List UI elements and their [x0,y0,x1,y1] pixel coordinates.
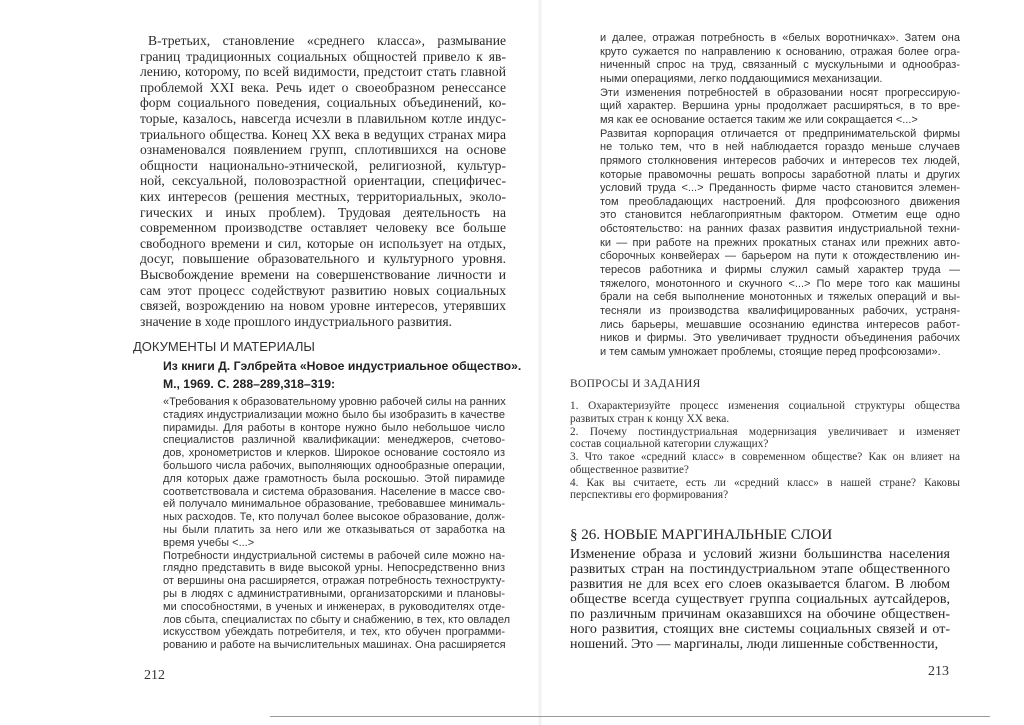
text-line: дов, хронометристов и клерков. Широкое основание состояло из [163,447,505,460]
text-line: современном производстве оставляет человеку все больше [140,220,506,236]
text-line: развитых стран на постиндустриальном этапе общественного [570,562,950,577]
text-line: по различным причинам оказавшихся на обочине обществен- [570,607,950,622]
text-line: ного развития, стоящих вне системы социальных связей и от- [570,622,950,637]
text-line: ной, сексуальной, половозрастной ориентации, специфичес- [140,173,506,189]
section-heading: § 26. НОВЫЕ МАРГИНАЛЬНЫЕ СЛОИ [570,527,833,543]
text-line: развитых стран к концу XX века. [570,412,730,425]
text-line: свободного времени и сил, которые он использует на отдых, [140,235,506,251]
text-line: ми способностями, в ученых и инженерах, в руководителях отде- [163,600,505,613]
text-line: М., 1969. С. 288–289,318–319: [163,376,336,391]
text-line: Изменение образа и условий жизни большинства населения [570,547,950,562]
text-line: искусством убеждать потребителя, и тех, кто обучен программи- [163,626,505,639]
text-line: триального общества. Конец XX века в ведущих странах мира [140,126,506,142]
text-line: том преобладающих настроений. Для профсоюзного движения [600,195,960,208]
text-line: торые, казалось, навсегда исчезли в плавильном котле индус- [140,111,506,126]
text-line: круто сужается по направлению к основанию, отражая более огра- [600,45,960,58]
text-line: 4. Как вы считаете, есть ли «средний класс» в нашей стране? Каковы [570,476,960,489]
text-line: развития не для всех его слоев оказывается благом. В любом [570,577,950,592]
text-line: обстоятельство: на ранних фазах развития индустриальной техни- [600,223,960,236]
page-number: 212 [144,668,165,683]
text-line: лись барьеры, мешавшие осознанию единства интересов работ- [600,318,960,331]
text-line: от вершины она расширяется, отражая потребность технострукту- [163,575,505,588]
text-line: досуг, повышение образовательного и культурного уровня. [140,251,506,267]
text-line: ей получало минимальное образование, требовавшее минималь- [163,498,505,511]
text-line: ких интересов (решения местных, территориальных, эколо- [140,189,506,204]
text-line: прямого столкновения интересов рабочих и интересов тех людей, [600,154,960,167]
text-line: гических и иных проблем). Трудовая деятельность на [140,204,506,220]
text-line: условий труда <...> Преданность фирме часто становится элемен- [600,182,960,195]
text-line: ны были платить за него или же отказываться от заработка на [163,524,505,536]
right-page [540,0,1024,725]
text-line: перспективы его формирования? [570,489,729,502]
text-line: 1. Охарактеризуйте процесс изменения социальной структуры общества [570,400,960,412]
text-line: это становится неблагоприятным фактором. Отметим еще одно [600,209,960,222]
text-line: тяжелого, монотонного и скучного <...> По мере того как машины [600,277,960,290]
text-line: проблемой XXI века. Речь идет о своеобразном ренессансе [140,79,506,95]
scan-edge [270,716,990,717]
text-line: «Требования к образовательному уровню рабочей силы на ранних [163,396,506,408]
text-line: тересов работника и фирмы служил самый характер труда — [600,264,960,277]
text-line: лов сбыта, специалистах по сбыту и снабжению, в тех, кто овладел [163,613,511,626]
text-line: ношений. Это — маргиналы, люди лишенные собственности, [570,637,939,652]
text-line: ников и фирмы. Это увеличивает трудности объединения рабочих [600,332,960,345]
questions-heading: ВОПРОСЫ И ЗАДАНИЯ [570,378,701,390]
text-line: ры в людях с административными, организаторскими и плановы- [163,588,505,600]
text-line: значение в ходе прошлого индустриального развития. [140,313,453,329]
text-line: Высвобождение времени на совершенствование личности и [140,267,506,282]
text-line: которые правомочны решать вопросы заработной платы и других [600,168,960,181]
text-line: сам этот процесс содействуют развитию новых социальных [140,282,506,298]
text-line: обществе всегда существует группа социальных аутсайдеров, [570,592,950,607]
text-line: форм социального поведения, социальных объединений, ко- [140,95,506,111]
text-line: ки — при работе на прежних прокатных станах или прежних авто- [600,236,960,249]
text-line: пирамиды. Для работы в конторе нужно было небольшое число [163,421,505,434]
text-line: тесняли из производства квалифицированных рабочих, устраня- [600,305,960,317]
text-line: Эти изменения потребностей в образовании носят прогрессирую- [600,86,960,99]
text-line: общности национально-этнической, религиозной, культур- [140,157,506,173]
text-line: Из книги Д. Гэлбрейта «Новое индустриальное общество». [163,359,522,373]
text-line: щий характер. Вершина урны продолжает расширяться, в то вре- [600,100,960,113]
text-line: границ традиционных социальных общностей привело к яв- [140,48,506,64]
text-line: лению, которому, по всей видимости, предстоит стать главной [140,64,506,80]
text-line: 2. Почему постиндустриальная модернизация увеличивает и изменяет [570,425,960,438]
text-line: ными операциями, легко поддающимися механизации. [600,72,883,85]
text-line: ознаменовался появлением групп, сплотившихся на основе [140,142,506,158]
text-line: состав социальной категории служащих? [570,438,769,451]
documents-heading: ДОКУМЕНТЫ И МАТЕРИАЛЫ [133,339,315,354]
text-line: и тем самым умножает проблемы, стоящие перед профсоюзами». [600,345,941,358]
text-line: связей, возрождению на новом уровне интересов, утерявших [140,298,506,314]
text-line: глядно представить в виде высокой урны. Непосредственно вниз [163,562,505,575]
page-number: 213 [928,664,949,679]
text-line: большого числа рабочих, выполняющих однообразные операции, [163,460,505,472]
text-line: специалистов различной квалификации: менеджеров, счетово- [163,434,505,447]
text-line: Потребности индустриальной системы в рабочей силе можно на- [163,549,505,562]
text-line: мя как ее основание остается таким же или сокращается <...> [600,113,918,126]
text-line: ниченный спрос на труд, связанный с мускульными и однообраз- [600,59,960,72]
text-line: В-третьих, становление «среднего класса», размывание [148,33,506,48]
text-line: рованию и работе на вычислительных машинах. Она расширяется [163,639,506,652]
text-line: не только тем, что в ней наблюдается гораздо меньше случаев [600,141,960,154]
text-line: брали на себя выполнение монотонных и тяжелых операций и вы- [600,291,960,304]
text-line: Развитая корпорация отличается от предпринимательской фирмы [600,127,960,140]
text-line: стадиях индустриализации можно было бы изобразить в качестве [163,408,505,421]
text-line: соответствовала и система образования. Население в массе сво- [163,485,505,498]
text-line: время учебы <...> [163,536,255,549]
text-line: сборочных конвейерах — барьером на пути к отождествлению ин- [600,250,960,263]
text-line: и далее, отражая потребность в «белых воротничках». Затем она [600,32,960,44]
text-line: общественное развитие? [570,463,689,476]
text-line: ных расходов. Те, кто получал более высокое образование, долж- [163,511,505,524]
text-line: 3. Что такое «средний класс» в современном обществе? Как он влияет на [570,451,960,463]
text-line: для которых даже грамотность была роскошью. Этой пирамиде [163,472,505,485]
